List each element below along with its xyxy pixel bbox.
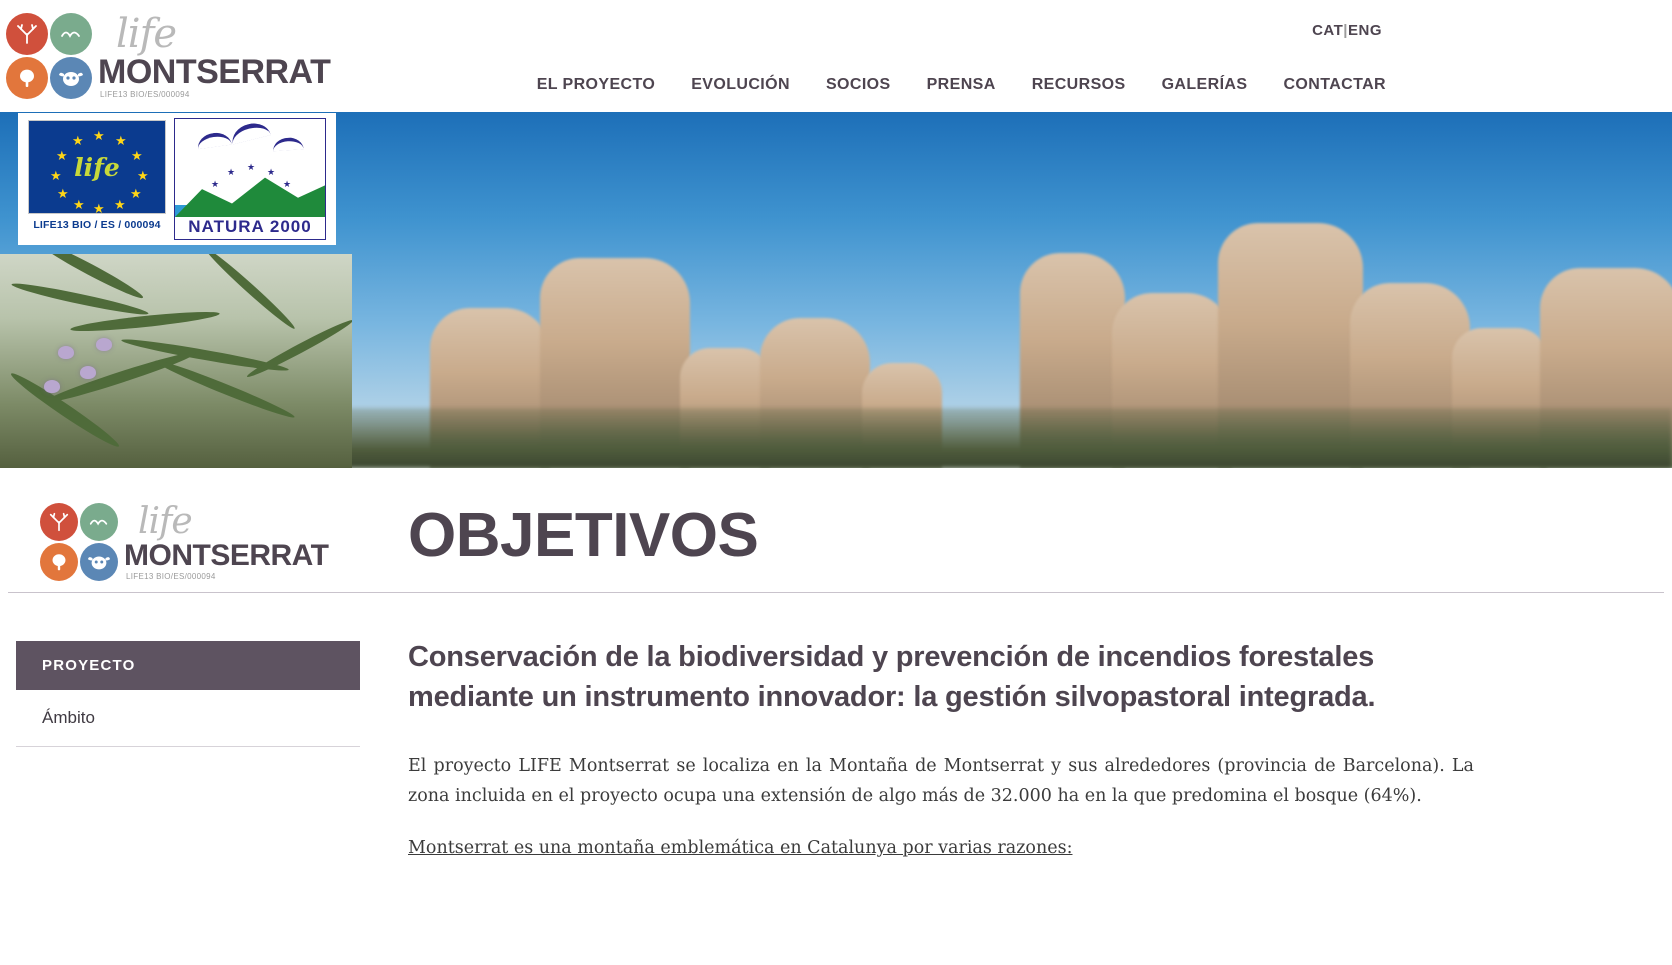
lang-eng-link[interactable]: ENG	[1347, 22, 1382, 39]
logo-code-text: LIFE13 BIO/ES/000094	[126, 571, 216, 581]
coral-icon	[6, 13, 48, 55]
section-heading: Conservación de la biodiversidad y prevención de incendios forestales mediante un instrumento innovador: la gestión silvopastoral integrada.	[408, 641, 1376, 714]
logo-marks	[6, 13, 92, 99]
hero-rosemary-photo	[0, 254, 352, 468]
sidebar-header-proyecto: PROYECTO	[16, 641, 360, 690]
natura-2000-badge	[174, 118, 326, 240]
cow-icon	[80, 543, 118, 581]
logo-life-text: life	[138, 500, 192, 542]
logo-wordmark	[124, 500, 329, 581]
content-columns	[0, 593, 1672, 863]
lang-cat-link[interactable]: CAT	[1312, 22, 1344, 39]
language-switcher[interactable]	[1312, 22, 1382, 39]
logo-marks	[40, 503, 118, 581]
page-header	[8, 468, 1664, 593]
nav-item-contactar[interactable]: CONTACTAR	[1283, 76, 1386, 93]
content-logo[interactable]	[8, 500, 408, 581]
page-title: OBJETIVOS	[408, 501, 759, 570]
intro-paragraph: El proyecto LIFE Montserrat se localiza en la Montaña de Montserrat y sus alrededores (provincia de Barcelona). La zona incluida en el proyecto ocupa una extensión de algo más de 32.000 ha en la que predomina el bosque (64%).	[408, 756, 1474, 807]
natura-badge-label: NATURA 2000	[188, 217, 312, 236]
sidebar	[8, 593, 400, 863]
logo-life-text: life	[116, 10, 177, 57]
nav-item-el-proyecto[interactable]: EL PROYECTO	[536, 76, 656, 93]
lang-separator: |	[1343, 22, 1348, 39]
nav-item-recursos[interactable]: RECURSOS	[1031, 76, 1126, 93]
site-logo[interactable]	[0, 0, 352, 112]
nav-item-galerias[interactable]: GALERÍAS	[1161, 76, 1248, 93]
funding-badges	[18, 113, 336, 245]
logo-montserrat-text: MONTSERRAT	[98, 52, 331, 91]
coral-icon	[40, 503, 78, 541]
main-content	[400, 593, 1664, 863]
sidebar-item-ambito[interactable]: Ámbito	[16, 690, 360, 747]
tree-icon	[6, 57, 48, 99]
page-content	[0, 468, 1672, 863]
bird-icon	[50, 13, 92, 55]
life-programme-badge	[28, 120, 166, 238]
tree-icon	[40, 543, 78, 581]
life-badge-code: LIFE13 BIO / ES / 000094	[33, 219, 161, 231]
logo-montserrat-text: MONTSERRAT	[124, 538, 329, 572]
logo-code-text: LIFE13 BIO/ES/000094	[100, 89, 190, 99]
site-header	[0, 0, 1672, 112]
nav-item-prensa[interactable]: PRENSA	[926, 76, 996, 93]
hero-banner	[0, 112, 1672, 468]
cow-icon	[50, 57, 92, 99]
bird-icon	[272, 137, 303, 152]
main-navigation[interactable]	[537, 76, 1386, 94]
life-badge-word: life	[74, 153, 120, 182]
eu-flag-icon: ★ ★ ★ ★ ★ ★ ★ ★ ★ ★ ★ ★ life	[28, 120, 166, 214]
logo-wordmark	[98, 10, 331, 99]
nav-item-evolucion[interactable]: EVOLUCIÓN	[691, 76, 790, 93]
bird-icon	[80, 503, 118, 541]
nav-item-socios[interactable]: SOCIOS	[825, 76, 891, 93]
natura-stars: ★ ★ ★ ★ ★	[211, 162, 292, 189]
bird-icon	[229, 119, 271, 144]
bird-icon	[196, 131, 232, 150]
reasons-link[interactable]: Montserrat es una montaña emblemática en Catalunya por varias razones:	[408, 838, 1073, 859]
